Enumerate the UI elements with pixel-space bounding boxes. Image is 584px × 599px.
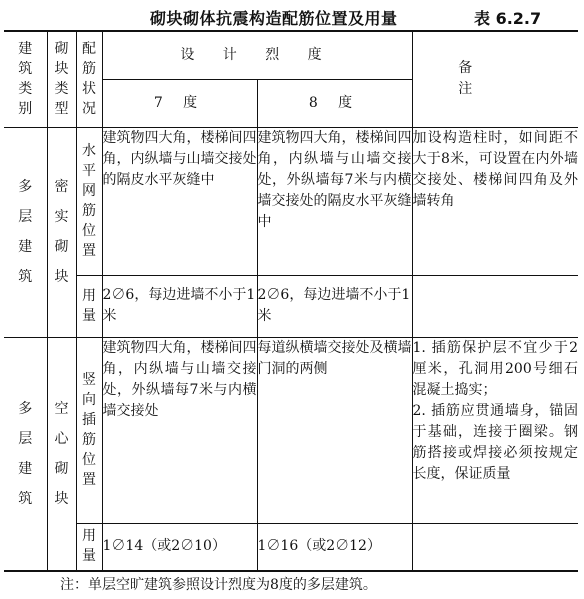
row1-usage-7: 2∅6，每边进墙不小于1米 — [102, 275, 257, 337]
table-title: 砌块砌体抗震构造配筋位置及用量 — [150, 9, 398, 28]
row1-usage-8: 2∅6，每边进墙不小于1米 — [257, 275, 412, 337]
row1-building: 多层建筑 — [4, 127, 47, 337]
header-design-intensity: 设 计 烈 度 — [102, 31, 412, 79]
reinforcement-table — [4, 30, 578, 572]
row2-remark — [412, 337, 578, 523]
row2-block: 空心砌块 — [47, 337, 76, 571]
header-remarks: 备 注 — [412, 31, 578, 127]
row2-usage-remark-empty — [412, 523, 578, 571]
row1-remark: 加设构造柱时，如间距不大于8米，可设置在内外墙交接处、楼梯间四角及外墙转角 — [412, 127, 578, 275]
row2-remark-2: 2. 插筋应贯通墙身，锚固于基础，连接于圈梁。钢筋搭接或焊接必须按规定长度，保证质量 — [412, 402, 579, 482]
row2-position-8: 每道纵横墙交接处及横墙门洞的两侧 — [257, 337, 412, 523]
row1-block: 密实砌块 — [47, 127, 76, 337]
row2-usage-label: 用量 — [76, 523, 102, 571]
header-intensity-8: 8 度 — [257, 79, 412, 127]
header-reinforcement-status: 配筋状况 — [76, 31, 102, 127]
row1-position-7: 建筑物四大角，楼梯间四角，内纵墙与山墙交接处的隔皮水平灰缝中 — [102, 127, 257, 275]
header-building-category: 建筑类别 — [4, 31, 47, 127]
row1-position-8: 建筑物四大角，楼梯间四角，内纵墙与山墙交接处，外纵墙每7米与内横墙交接处的隔皮水平灰缝中 — [257, 127, 412, 275]
row2-position-label: 竖向插筋位置 — [76, 337, 102, 523]
footnote: 注：单层空旷建筑参照设计烈度为8度的多层建筑。 — [60, 577, 377, 593]
row2-usage-7: 1∅14（或2∅10） — [102, 523, 257, 571]
row2-position-7: 建筑物四大角，楼梯间四角，内纵墙与山墙交接处，外纵墙每7米与内横墙交接处 — [102, 337, 257, 523]
header-intensity-7: 7 度 — [102, 79, 257, 127]
row1-usage-label: 用量 — [76, 275, 102, 337]
row2-remark-1: 1. 插筋保护层不宜少于2厘米，孔洞用200号细石混凝土捣实； — [412, 339, 579, 398]
row1-position-label: 水平网筋位置 — [76, 127, 102, 275]
row1-usage-remark-empty — [412, 275, 578, 337]
row2-usage-8: 1∅16（或2∅12） — [257, 523, 412, 571]
table-number: 表 6.2.7 — [474, 9, 542, 28]
header-block-type: 砌块类型 — [47, 31, 76, 127]
row2-building: 多层建筑 — [4, 337, 47, 571]
